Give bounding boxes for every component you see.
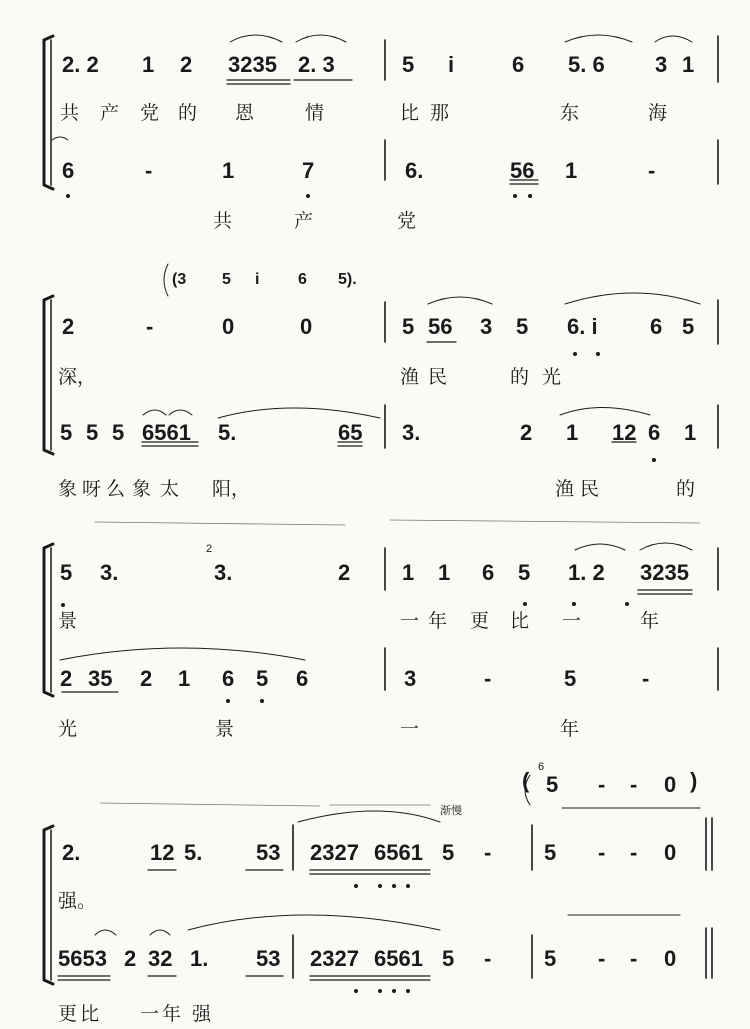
note-s3-l10: - [642, 666, 650, 691]
note-s2-u2: 0 [222, 314, 235, 339]
note-s2-u5: 56 [428, 314, 453, 339]
lyric-s2-l7: 民 [580, 478, 600, 500]
lyric-s3-l3: 年 [560, 718, 580, 740]
note-s4-u4: 2327 [310, 840, 359, 865]
note-s4-u0: 2. [62, 840, 81, 865]
note-s1-u8: 5. 6 [568, 52, 605, 77]
note-s3-u2: 3. [214, 560, 233, 585]
note-s4-l8: - [484, 946, 492, 971]
note-s2-l4: 5. [218, 420, 237, 445]
note-s4-l12: 0 [664, 946, 677, 971]
lyric-s4-l2: 一 [140, 1003, 160, 1025]
note-s1-u3: 3235 [228, 52, 277, 77]
lyric-s2-l2: 么 [106, 478, 126, 500]
note-s4-u5: 6561 [374, 840, 423, 865]
note-s2-l1: 5 [86, 420, 99, 445]
note-s3-l8: - [484, 666, 492, 691]
lyric-s3-u6: 年 [640, 610, 660, 632]
note-s3-l6: 6 [296, 666, 309, 691]
note-s4-u7: - [484, 840, 492, 865]
interlude-3: 6 [298, 271, 307, 288]
note-s2-l6: 3. [402, 420, 421, 445]
note-s4-l3: 1. [190, 946, 209, 971]
note-s3-l3: 1 [178, 666, 191, 691]
lyric-s2-l8: 的 [676, 478, 696, 500]
ending-note-3: 0 [664, 772, 677, 797]
lyric-s1-l0: 共 [213, 210, 233, 232]
note-s1-u0: 2. 2 [62, 52, 99, 77]
note-s3-l5: 5 [256, 666, 269, 691]
note-s3-l2: 2 [140, 666, 153, 691]
note-s2-u9: 6 [650, 314, 663, 339]
note-s4-l10: - [598, 946, 606, 971]
note-s2-l8: 1 [566, 420, 579, 445]
note-s2-u0: 2 [62, 314, 75, 339]
lyric-s2-l3: 象 [132, 478, 152, 500]
note-s2-u7: 5 [516, 314, 529, 339]
grace-note-s4: 6 [538, 761, 545, 773]
lyric-s4-u0: 强。 [58, 890, 97, 912]
note-s3-l9: 5 [564, 666, 577, 691]
tempo-mark: 渐慢 [440, 805, 462, 817]
note-s2-l0: 5 [60, 420, 73, 445]
note-s1-u1: 1 [142, 52, 155, 77]
lyric-s2-l6: 渔 [555, 478, 575, 500]
lyric-s2-u3: 的 [510, 366, 530, 388]
lyric-s1-l1: 产 [294, 210, 314, 232]
lyric-s3-u3: 更 [470, 610, 490, 632]
note-s3-l4: 6 [222, 666, 235, 691]
note-s2-l2: 5 [112, 420, 125, 445]
lyric-s1-u3: 的 [178, 102, 198, 124]
note-s4-l7: 5 [442, 946, 455, 971]
lyric-s2-u2: 民 [428, 366, 448, 388]
note-s4-l5: 2327 [310, 946, 359, 971]
note-s1-u5: 5 [402, 52, 415, 77]
note-s1-l7: - [648, 158, 656, 183]
note-s4-l9: 5 [544, 946, 557, 971]
lyric-s1-u1: 产 [100, 102, 120, 124]
note-s1-l0: 6 [62, 158, 75, 183]
note-s2-u8: 6. i [567, 314, 598, 339]
lyric-s4-l0: 更 [58, 1003, 78, 1025]
lyric-s3-l2: 一 [400, 718, 420, 740]
note-s3-u0: 5 [60, 560, 73, 585]
lyric-s1-u0: 共 [60, 102, 80, 124]
note-s3-u6: 6 [482, 560, 495, 585]
lyric-s3-l1: 景 [215, 718, 235, 740]
note-s4-l0: 5653 [58, 946, 107, 971]
lyric-s4-l3: 年 [162, 1003, 182, 1025]
note-s4-u9: - [598, 840, 606, 865]
note-s1-l3: 7 [302, 158, 315, 183]
note-s3-u9: 3235 [640, 560, 689, 585]
ending-paren-open: ( [522, 768, 530, 793]
lyric-s1-u9: 海 [648, 102, 668, 124]
note-s1-l1: - [145, 158, 153, 183]
note-s2-l9: 12 [612, 420, 637, 445]
note-s1-l5: 56 [510, 158, 535, 183]
note-s4-l6: 6561 [374, 946, 423, 971]
note-s1-u2: 2 [180, 52, 193, 77]
interlude-4: 5). [338, 271, 357, 288]
note-s2-l7: 2 [520, 420, 533, 445]
lyric-s2-u1: 渔 [400, 366, 420, 388]
lyric-s1-u8: 东 [560, 102, 580, 124]
interlude-2: i [255, 271, 260, 288]
ending-note-0: 5 [546, 772, 559, 797]
note-s3-u8: 1. 2 [568, 560, 605, 585]
note-s2-l10: 6 [648, 420, 661, 445]
interlude-1: 5 [222, 271, 231, 288]
note-s3-u5: 1 [438, 560, 451, 585]
lyric-s1-l2: 党 [397, 210, 417, 232]
note-s4-u6: 5 [442, 840, 455, 865]
note-s2-l3: 6561 [142, 420, 191, 445]
lyric-s1-u2: 党 [140, 102, 160, 124]
lyric-s3-u1: 一 [400, 610, 420, 632]
note-s3-u3: 2 [338, 560, 351, 585]
note-s1-l6: 1 [565, 158, 578, 183]
note-s2-u6: 3 [480, 314, 493, 339]
note-s3-l7: 3 [404, 666, 417, 691]
note-s4-l1: 2 [124, 946, 137, 971]
lyric-s1-u5: 情 [305, 102, 325, 124]
note-s3-l1: 35 [88, 666, 113, 691]
note-s1-l2: 1 [222, 158, 235, 183]
lyric-s4-l1: 比 [80, 1003, 100, 1025]
lyric-s3-u2: 年 [428, 610, 448, 632]
lyric-s2-u0: 深， [58, 366, 97, 388]
note-s4-l11: - [630, 946, 638, 971]
note-s4-u11: 0 [664, 840, 677, 865]
lyric-s1-u7: 那 [430, 102, 450, 124]
note-s4-u2: 5. [184, 840, 203, 865]
note-s4-u10: - [630, 840, 638, 865]
note-s4-u1: 12 [150, 840, 175, 865]
lyric-s4-l4: 强 [192, 1003, 212, 1025]
note-s1-u4: 2. 3 [298, 52, 335, 77]
note-s2-u10: 5 [682, 314, 695, 339]
note-s1-u7: 6 [512, 52, 525, 77]
lyric-s2-l5: 阳， [212, 478, 251, 500]
ending-note-1: - [598, 772, 606, 797]
note-s2-l5: 65 [338, 420, 363, 445]
note-s2-u4: 5 [402, 314, 415, 339]
grace-note-s3: 2 [206, 543, 213, 555]
note-s1-u9: 3 [655, 52, 668, 77]
note-s3-u7: 5 [518, 560, 531, 585]
lyric-s2-l1: 呀 [82, 478, 102, 500]
note-s2-l11: 1 [684, 420, 697, 445]
note-s2-u1: - [146, 314, 154, 339]
note-s3-u1: 3. [100, 560, 119, 585]
lyric-s2-l0: 象 [58, 478, 78, 500]
note-s1-u10: 1 [682, 52, 695, 77]
lyric-s1-u6: 比 [400, 102, 420, 124]
lyric-s1-u4: 恩 [235, 102, 255, 124]
note-s4-l4: 53 [256, 946, 281, 971]
note-s4-l2: 32 [148, 946, 173, 971]
note-s1-l4: 6. [405, 158, 424, 183]
lyric-s3-u4: 比 [510, 610, 530, 632]
note-s4-u3: 53 [256, 840, 281, 865]
ending-paren-close: ) [690, 768, 698, 793]
lyric-s3-l0: 光 [58, 718, 78, 740]
note-s3-l0: 2 [60, 666, 73, 691]
interlude-0: (3 [172, 271, 187, 288]
note-s1-u6: i [448, 52, 455, 77]
note-s4-u8: 5 [544, 840, 557, 865]
lyric-s3-u5: 一 [562, 610, 582, 632]
note-s3-u4: 1 [402, 560, 415, 585]
note-s2-u3: 0 [300, 314, 313, 339]
lyric-s2-u4: 光 [542, 366, 562, 388]
ending-note-2: - [630, 772, 638, 797]
lyric-s2-l4: 太 [160, 478, 180, 500]
lyric-s3-u0: 景 [58, 610, 78, 632]
